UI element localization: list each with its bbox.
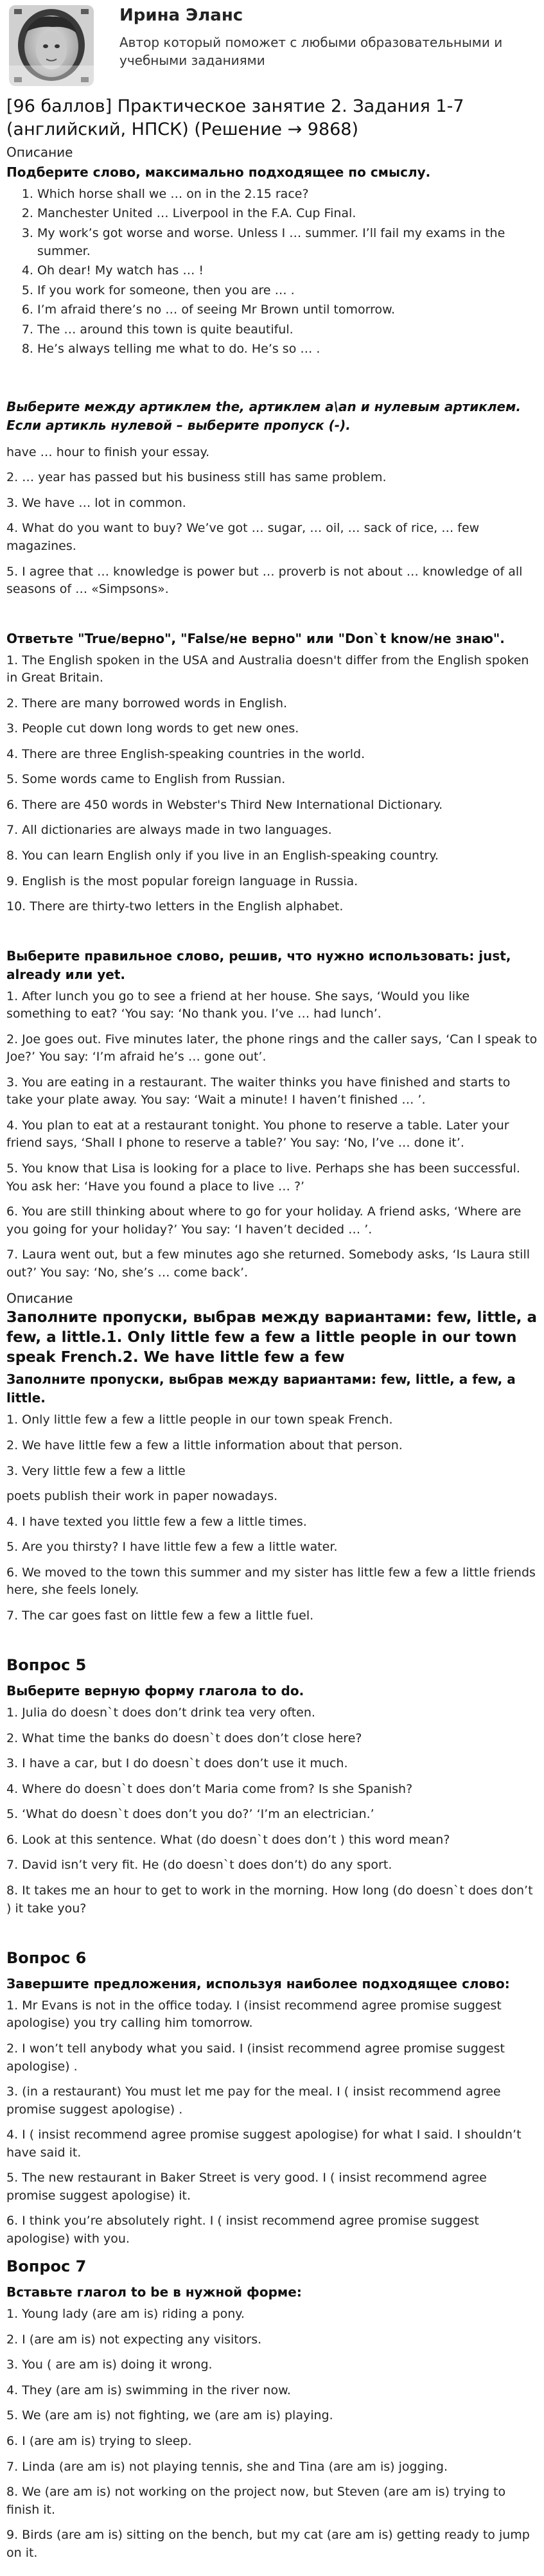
list-item: 7. The … around this town is quite beautiful. bbox=[37, 321, 538, 339]
list-item: 7. Laura went out, but a few minutes ago she returned. Somebody asks, ‘Is Laura still out?’ You say: ‘No, she’s … come back’. bbox=[6, 1248, 530, 1280]
list-item: 4. What do you want to buy? We’ve got … sugar, … oil, … sack of rice, … few magazines. bbox=[6, 521, 480, 553]
list-item: 7. The car goes fast on little few a few a little fuel. bbox=[6, 1608, 314, 1623]
list-item: 5. Some words came to English from Russian. bbox=[6, 772, 286, 787]
list-item: 8. He’s always telling me what to do. He’s so … . bbox=[37, 340, 538, 358]
task-3-heading: Ответьте "True/верно", "False/не верно" или "Don`t know/не знаю". bbox=[6, 630, 505, 646]
list-item: 8. It takes me an hour to get to work in the morning. How long (do doesn`t does don’t ) it take you? bbox=[6, 1883, 533, 1916]
list-item: 1. The English spoken in the USA and Australia doesn't differ from the English spoken in Great Britain. bbox=[6, 653, 529, 685]
list-item: 6. I’m afraid there’s no … of seeing Mr Brown until tomorrow. bbox=[37, 301, 538, 319]
task-2 bbox=[6, 398, 538, 599]
list-item: 3. People cut down long words to get new ones. bbox=[6, 721, 299, 736]
author-name[interactable]: Ирина Эланс bbox=[119, 6, 243, 25]
list-item: 4. I ( insist recommend agree promise suggest apologise) for what I said. I shouldn’t have said it. bbox=[6, 2128, 522, 2160]
list-item: 1. Julia do doesn`t does don’t drink tea very often. bbox=[6, 1706, 315, 1720]
task-4 bbox=[6, 947, 538, 1282]
task-5-heading: Заполните пропуски, выбрав между вариантами: few, little, a few, a little. bbox=[6, 1372, 516, 1406]
task-4-heading: Выберите правильное слово, решив, что нужно использовать: just, already или yet. bbox=[6, 948, 511, 982]
author-header bbox=[6, 0, 538, 90]
list-item: 4. I have texted you little few a few a little times. bbox=[6, 1514, 307, 1529]
list-item: 3. (in a restaurant) You must let me pay for the meal. I ( insist recommend agree promise suggest apologise) . bbox=[6, 2085, 501, 2117]
list-item: poets publish their work in paper nowadays. bbox=[6, 1489, 278, 1504]
list-item: 5. We (are am is) not fighting, we (are am is) playing. bbox=[6, 2408, 333, 2423]
description-label: Описание bbox=[6, 144, 73, 160]
list-item: 2. I won’t tell anybody what you said. I (insist recommend agree promise suggest apologise) . bbox=[6, 2041, 505, 2074]
list-item: 6. You are still thinking about where to go for your holiday. A friend asks, ‘Where are you going for your holiday?’ You say: ‘I haven’t decided … ’. bbox=[6, 1204, 522, 1237]
page-title: [96 баллов] Практическое занятие 2. Задания 1-7 (английский, НПСК) (Решение → 9868) bbox=[6, 96, 464, 140]
list-item: 7. Linda (are am is) not playing tennis, she and Tina (are am is) jogging. bbox=[6, 2459, 448, 2474]
user-avatar-icon[interactable] bbox=[6, 3, 96, 89]
question-6-title: Вопрос 6 bbox=[6, 1949, 87, 1968]
list-item: 9. Birds (are am is) sitting on the bench, but my cat (are am is) getting ready to jump on it. bbox=[6, 2528, 530, 2560]
list-item: 2. Manchester United … Liverpool in the F.A. Cup Final. bbox=[37, 205, 538, 223]
question-5-heading: Выберите верную форму глагола to do. bbox=[6, 1683, 304, 1699]
list-item: 4. Where do doesn`t does don’t Maria come from? Is she Spanish? bbox=[6, 1781, 413, 1796]
author-info bbox=[96, 3, 538, 69]
list-item: 9. English is the most popular foreign language in Russia. bbox=[6, 874, 358, 888]
list-item: 1. After lunch you go to see a friend at her house. She says, ‘Would you like something to eat? ‘You say: ‘No thank you. I’ve … had lunch’. bbox=[6, 989, 470, 1021]
list-item: 5. If you work for someone, then you are … . bbox=[37, 282, 538, 300]
list-item: 5. The new restaurant in Baker Street is very good. I ( insist recommend agree promise suggest apologise) it. bbox=[6, 2171, 487, 2203]
list-item: 4. Oh dear! My watch has … ! bbox=[37, 262, 538, 280]
list-item: 5. ‘What do doesn`t does don’t you do?’ ‘I’m an electrician.’ bbox=[6, 1807, 374, 1822]
list-item: 4. There are three English-speaking countries in the world. bbox=[6, 746, 365, 761]
list-item: 6. We moved to the town this summer and my sister has little few a few a little friends here, she feels lonely. bbox=[6, 1565, 536, 1598]
task-1 bbox=[6, 163, 538, 358]
list-item: 2. … year has passed but his business still has same problem. bbox=[6, 470, 387, 485]
list-item: 3. You are eating in a restaurant. The waiter thinks you have finished and starts to take your plate away. You say: ‘Wait a minute! I haven’t finished … ’. bbox=[6, 1075, 511, 1107]
list-item: 6. Look at this sentence. What (do doesn`t does don’t ) this word mean? bbox=[6, 1832, 450, 1847]
task-1-heading: Подберите слово, максимально подходящее по смыслу. bbox=[6, 164, 431, 180]
list-item: 3. My work’s got worse and worse. Unless I … summer. I’ll fail my exams in the summer. bbox=[37, 225, 538, 260]
list-item: 6. I think you’re absolutely right. I ( insist recommend agree promise suggest apologise) with you. bbox=[6, 2214, 479, 2246]
list-item: 5. You know that Lisa is looking for a place to live. Perhaps she has been successful. You ask her: ‘Have you found a place to live … ?’ bbox=[6, 1161, 520, 1194]
list-item: 8. You can learn English only if you live in an English-speaking country. bbox=[6, 849, 439, 863]
list-item: 3. I have a car, but I do doesn`t does don’t use it much. bbox=[6, 1756, 348, 1771]
list-item: 2. What time the banks do doesn`t does don’t close here? bbox=[6, 1731, 362, 1745]
task-3 bbox=[6, 630, 538, 916]
list-item: 3. You ( are am is) doing it wrong. bbox=[6, 2358, 213, 2372]
question-6-heading: Завершите предложения, используя наиболее подходящее слово: bbox=[6, 1975, 510, 1991]
list-item: 2. There are many borrowed words in English. bbox=[6, 696, 288, 710]
question-7 bbox=[6, 2255, 538, 2562]
list-item: 5. Are you thirsty? I have little few a few a little water. bbox=[6, 1540, 338, 1555]
question-5 bbox=[6, 1654, 538, 1918]
list-item: 6. I (are am is) trying to sleep. bbox=[6, 2433, 192, 2448]
question-5-title: Вопрос 5 bbox=[6, 1656, 87, 1675]
list-item: 1. Only little few a few a little people in our town speak French. bbox=[6, 1413, 393, 1427]
description-label: Описание bbox=[6, 1291, 73, 1307]
list-item: 3. We have … lot in common. bbox=[6, 495, 186, 510]
task-5 bbox=[6, 1289, 538, 1625]
list-item: 3. Very little few a few a little bbox=[6, 1463, 186, 1478]
list-item: 1. Which horse shall we … on in the 2.15 race? bbox=[37, 186, 538, 204]
question-6 bbox=[6, 1947, 538, 2248]
list-item: 8. We (are am is) not working on the project now, but Steven (are am is) trying to finish it. bbox=[6, 2485, 506, 2517]
list-item: 2. I (are am is) not expecting any visitors. bbox=[6, 2332, 262, 2347]
author-description: Автор который поможет с любыми образовательными и учебными заданиями bbox=[119, 34, 503, 68]
task-5-title: Заполните пропуски, выбрав между вариантами: few, little, a few, a little.1. Only little few a few a little people in our town speak French.2. We have little few a few bbox=[6, 1309, 537, 1366]
list-item: 4. You plan to eat at a restaurant tonight. You phone to reserve a table. Later your friend says, ‘Shall I phone to reserve a table?’ You say: ‘No, I’ve … done it’. bbox=[6, 1118, 509, 1151]
list-item: 7. David isn’t very fit. He (do doesn`t does don’t) do any sport. bbox=[6, 1858, 392, 1873]
list-item: 7. All dictionaries are always made in two languages. bbox=[6, 823, 332, 838]
question-7-heading: Вставьте глагол to be в нужной форме: bbox=[6, 2284, 302, 2300]
list-item: 4. They (are am is) swimming in the river now. bbox=[6, 2383, 291, 2397]
list-item: 2. Joe goes out. Five minutes later, the phone rings and the caller says, ‘Can I speak to Joe?’ You say: ‘I’m afraid he’s … gone out’. bbox=[6, 1032, 538, 1064]
list-item: have … hour to finish your essay. bbox=[6, 445, 210, 459]
list-item: 1. Mr Evans is not in the office today. I (insist recommend agree promise suggest apologise) you try calling him tomorrow. bbox=[6, 1998, 502, 2031]
task-1-list bbox=[6, 186, 538, 358]
list-item: 5. I agree that … knowledge is power but … proverb is not about … knowledge of all seasons of … «Simpsons». bbox=[6, 564, 523, 597]
list-item: 1. Young lady (are am is) riding a pony. bbox=[6, 2307, 245, 2322]
list-item: 2. We have little few a few a little information about that person. bbox=[6, 1438, 403, 1452]
list-item: 10. There are thirty-two letters in the English alphabet. bbox=[6, 899, 344, 914]
task-2-heading: Выберите между артиклем the, артиклем a\an и нулевым артиклем. Если артикль нулевой – выберите пропуск (-). bbox=[6, 398, 521, 433]
list-item: 6. There are 450 words in Webster's Third New International Dictionary. bbox=[6, 797, 443, 812]
question-7-title: Вопрос 7 bbox=[6, 2257, 87, 2276]
